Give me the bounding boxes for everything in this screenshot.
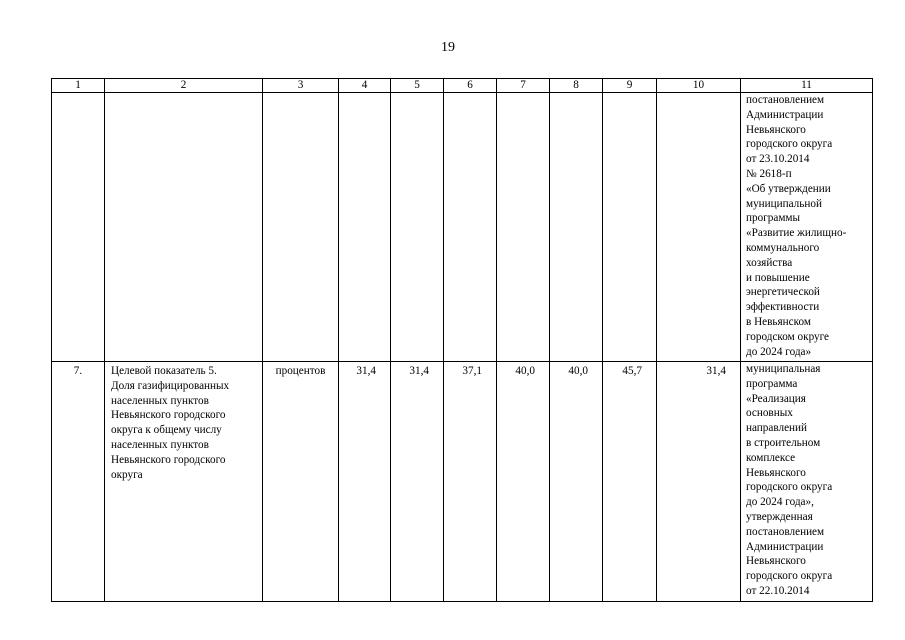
source-document-line: хозяйства <box>746 256 793 269</box>
indicator-name-cell <box>105 93 263 362</box>
source-document-cell <box>741 362 873 602</box>
unit-cell <box>263 93 339 362</box>
source-document-line: «Об утверждении <box>746 182 831 195</box>
row-number-cell <box>52 93 105 362</box>
source-document-line: эффективности <box>746 301 820 314</box>
source-document-line: в Невьянском <box>746 315 811 328</box>
source-document-line: Администрации <box>746 108 824 121</box>
indicator-name-cell <box>105 362 263 602</box>
header-cell-10: 10 <box>657 79 741 93</box>
table-row <box>52 93 873 362</box>
source-document-cell <box>741 93 873 362</box>
source-document-line: утвержденная <box>746 510 813 523</box>
source-document-line: городского округа <box>746 570 833 583</box>
indicators-table <box>51 78 873 602</box>
source-document-line: «Развитие жилищно- <box>746 227 847 240</box>
header-cell-11: 11 <box>741 79 873 93</box>
value-cell-6 <box>444 93 497 362</box>
row-number-cell: 7. <box>52 362 105 602</box>
indicator-name-line: округа <box>111 468 143 481</box>
source-document-line: основных <box>746 407 793 420</box>
header-cell-7: 7 <box>497 79 550 93</box>
indicator-name-line: Невьянского городского <box>111 453 226 466</box>
source-document-line: постановлением <box>746 525 825 538</box>
header-cell-8: 8 <box>550 79 603 93</box>
source-document-line: программы <box>746 212 800 225</box>
value-cell-9: 45,7 <box>603 362 657 602</box>
value-cell-6: 37,1 <box>444 362 497 602</box>
value-cell-7: 40,0 <box>497 362 550 602</box>
source-document-line: постановлением <box>746 94 825 106</box>
indicator-name-line: Невьянского городского <box>111 409 226 422</box>
value-cell-7 <box>497 93 550 362</box>
source-document-line: программа <box>746 377 798 390</box>
source-document-line: муниципальной <box>746 197 822 210</box>
value-cell-5: 31,4 <box>391 362 444 602</box>
source-document-line: до 2024 года», <box>746 496 814 509</box>
source-document-line: в строительном <box>746 436 821 449</box>
source-document-line: Невьянского <box>746 466 806 479</box>
value-cell-8 <box>550 93 603 362</box>
indicator-name-line: населенных пунктов <box>111 438 209 451</box>
value-cell-4 <box>339 93 391 362</box>
value-cell-8: 40,0 <box>550 362 603 602</box>
source-document-line: до 2024 года» <box>746 345 812 358</box>
value-cell-5 <box>391 93 444 362</box>
source-document-line: городского округа <box>746 481 833 494</box>
source-document-line: от 23.10.2014 <box>746 153 810 166</box>
indicator-name-line: Целевой показатель 5. <box>111 365 217 377</box>
source-document-line: Невьянского <box>746 123 806 136</box>
header-cell-1: 1 <box>52 79 105 93</box>
value-cell-4: 31,4 <box>339 362 391 602</box>
source-document-line: городском округе <box>746 330 830 343</box>
source-document-line: от 22.10.2014 <box>746 584 810 597</box>
page-number: 19 <box>441 40 455 55</box>
unit-cell: процентов <box>263 362 339 602</box>
table-header-row <box>52 79 873 93</box>
indicator-name-line: Доля газифицированных <box>111 379 230 392</box>
source-document-line: муниципальная <box>746 363 821 375</box>
value-cell-10: 31,4 <box>657 362 741 602</box>
source-document-line: энергетической <box>746 286 820 299</box>
source-document-line: № 2618-п <box>746 167 792 180</box>
header-cell-5: 5 <box>391 79 444 93</box>
header-cell-3: 3 <box>263 79 339 93</box>
value-cell-9 <box>603 93 657 362</box>
header-cell-9: 9 <box>603 79 657 93</box>
source-document-line: комплексе <box>746 451 796 464</box>
source-document-line: Администрации <box>746 540 824 553</box>
source-document-line: коммунального <box>746 241 820 254</box>
header-cell-4: 4 <box>339 79 391 93</box>
source-document-line: Невьянского <box>746 555 806 568</box>
value-cell-10 <box>657 93 741 362</box>
source-document-line: направлений <box>746 422 807 435</box>
source-document-line: и повышение <box>746 271 810 284</box>
indicator-name-line: округа к общему числу <box>111 424 222 437</box>
indicator-name-line: населенных пунктов <box>111 394 209 407</box>
source-document-line: «Реализация <box>746 392 806 405</box>
source-document-line: городского округа <box>746 138 833 151</box>
header-cell-6: 6 <box>444 79 497 93</box>
header-cell-2: 2 <box>105 79 263 93</box>
table-row <box>52 362 873 602</box>
